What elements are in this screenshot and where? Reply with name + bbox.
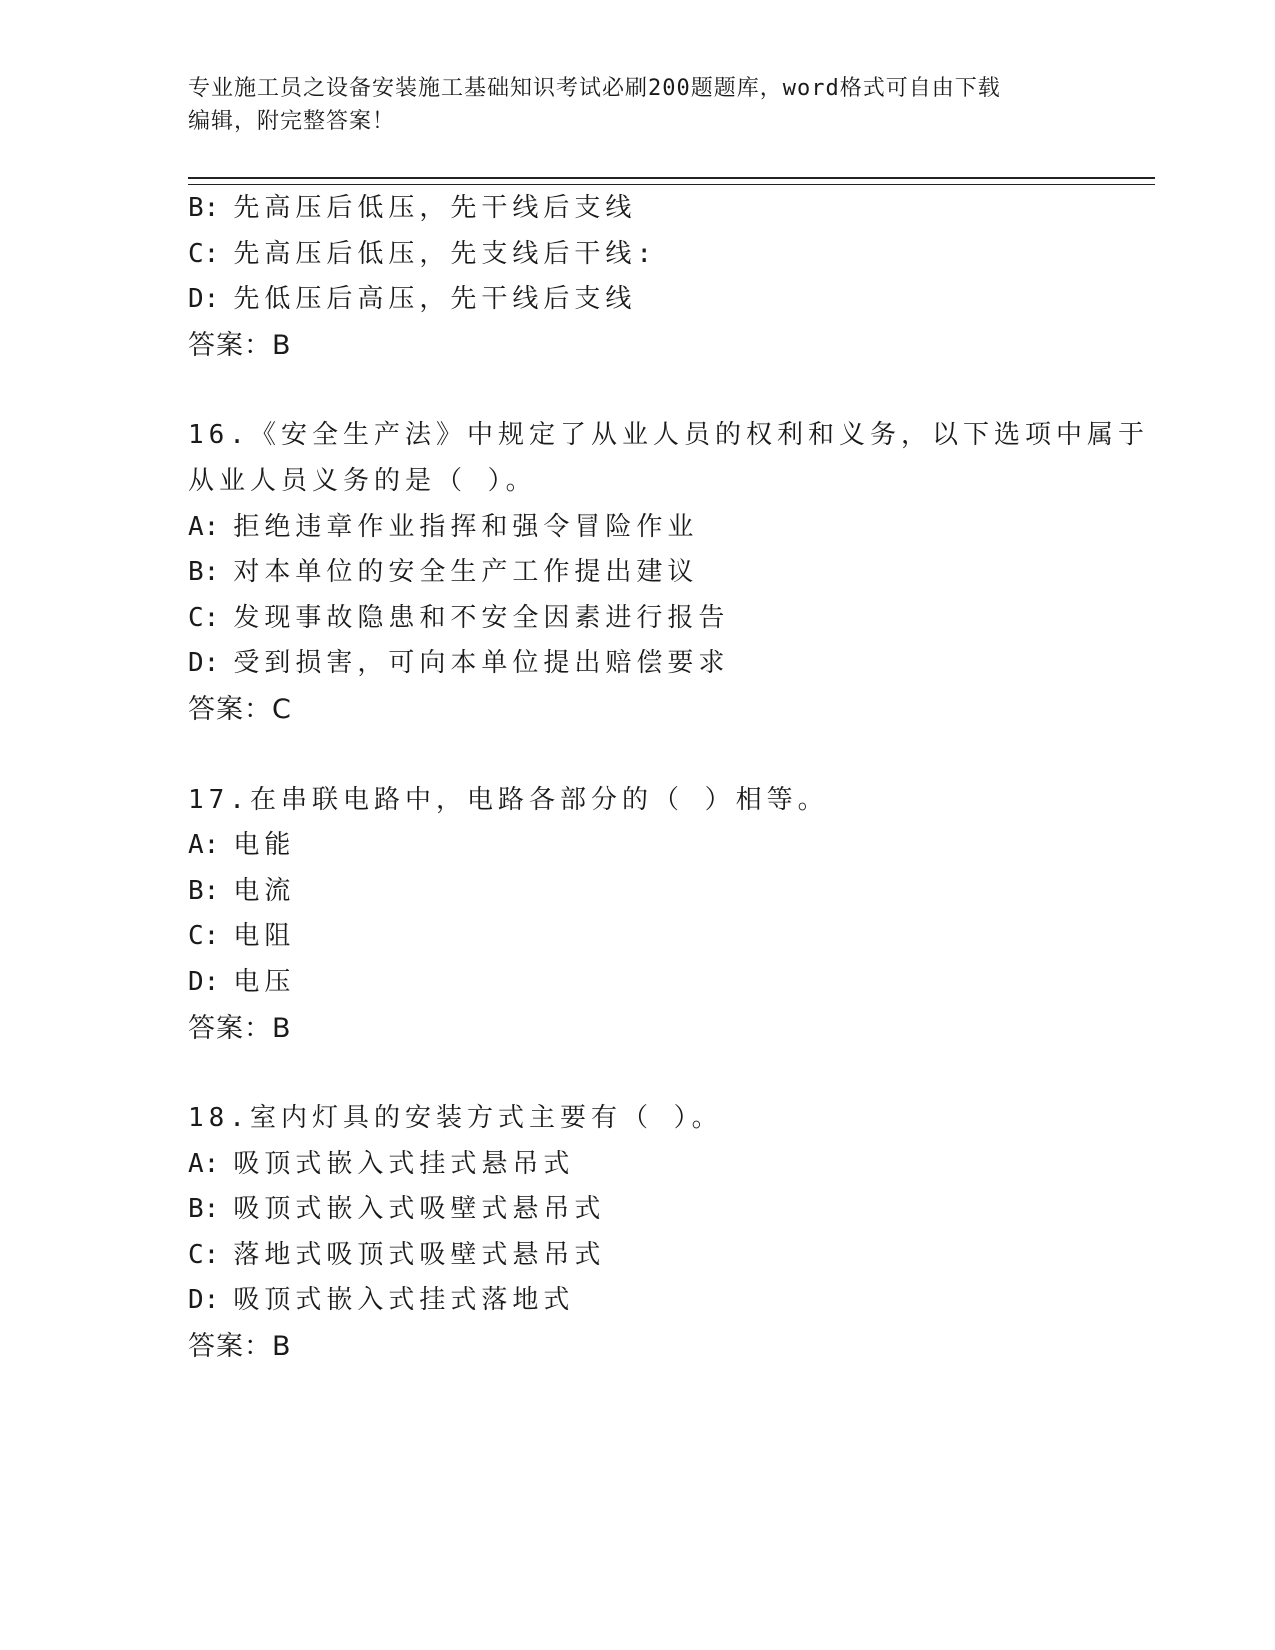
question-stem: 16.《安全生产法》中规定了从业人员的权利和义务，以下选项中属于: [188, 420, 1149, 451]
option-prefix: D:: [188, 966, 220, 997]
option-text: 吸顶式嵌入式挂式悬吊式: [233, 1148, 575, 1179]
option-prefix: C:: [188, 921, 220, 952]
option-prefix: A:: [188, 830, 220, 861]
option-d: [188, 960, 1088, 1006]
answer-line: 答案：C: [188, 693, 292, 725]
option-b: [188, 550, 1088, 596]
spacer: [188, 1051, 1088, 1096]
option-prefix: A:: [188, 511, 220, 542]
option-text: 落地式吸顶式吸壁式悬吊式: [233, 1239, 606, 1270]
question-17: [188, 778, 1088, 1052]
option-text: 电阻: [233, 921, 296, 952]
option-d: [188, 1278, 1088, 1324]
option-c: [188, 914, 1088, 960]
option-text: 吸顶式嵌入式吸壁式悬吊式: [233, 1194, 606, 1225]
option-b: [188, 1187, 1088, 1233]
option-text: 受到损害，可向本单位提出赔偿要求: [233, 648, 730, 679]
spacer: [188, 733, 1088, 778]
question-stem-continuation: 从业人员义务的是（ ）。: [188, 465, 537, 496]
option-d: [188, 277, 1088, 323]
option-a: [188, 1142, 1088, 1188]
answer-line: 答案：B: [188, 1012, 292, 1044]
option-b: [188, 869, 1088, 915]
option-d: [188, 641, 1088, 687]
question-18: [188, 1096, 1088, 1370]
option-c: [188, 1233, 1088, 1279]
option-prefix: C:: [188, 602, 220, 633]
header-title-line-1: 专业施工员之设备安装施工基础知识考试必刷200题题库，word格式可自由下载: [188, 76, 1001, 101]
question-15-continued: [188, 186, 1088, 368]
question-stem: 18.室内灯具的安装方式主要有（ ）。: [188, 1103, 723, 1134]
option-prefix: B:: [188, 875, 220, 906]
option-text: 电能: [233, 830, 296, 861]
option-text: 拒绝违章作业指挥和强令冒险作业: [233, 511, 699, 542]
document-header: [188, 72, 1088, 138]
option-a: [188, 505, 1088, 551]
answer-line: 答案：B: [188, 1331, 292, 1363]
option-prefix: D:: [188, 1285, 220, 1316]
header-title-line-2: 编辑，附完整答案！: [188, 109, 396, 134]
document-body: [188, 186, 1149, 1370]
option-text: 电流: [233, 875, 296, 906]
question-16: [188, 413, 1149, 732]
option-text: 先高压后低压，先干线后支线: [233, 193, 637, 223]
option-text: 对本单位的安全生产工作提出建议: [233, 557, 699, 588]
option-prefix: D:: [188, 648, 220, 679]
option-c: [188, 596, 1088, 642]
option-prefix: B:: [188, 193, 220, 223]
spacer: [188, 368, 1088, 413]
option-prefix: A:: [188, 1148, 220, 1179]
option-prefix: B:: [188, 557, 220, 588]
option-prefix: C:: [188, 238, 220, 269]
option-text: 先高压后低压，先支线后干线:: [233, 238, 657, 269]
option-prefix: D:: [188, 284, 220, 315]
option-prefix: C:: [188, 1239, 220, 1270]
option-prefix: B:: [188, 1194, 220, 1225]
option-text: 电压: [233, 966, 296, 997]
question-stem: 17.在串联电路中，电路各部分的（ ）相等。: [188, 784, 829, 815]
header-divider: [188, 177, 1155, 185]
answer-line: 答案：B: [188, 329, 292, 361]
option-a: [188, 823, 1088, 869]
option-b: [188, 186, 1088, 232]
option-text: 先低压后高压，先干线后支线: [233, 284, 637, 315]
option-text: 吸顶式嵌入式挂式落地式: [233, 1285, 575, 1316]
option-text: 发现事故隐患和不安全因素进行报告: [233, 602, 730, 633]
option-c: [188, 232, 1088, 278]
